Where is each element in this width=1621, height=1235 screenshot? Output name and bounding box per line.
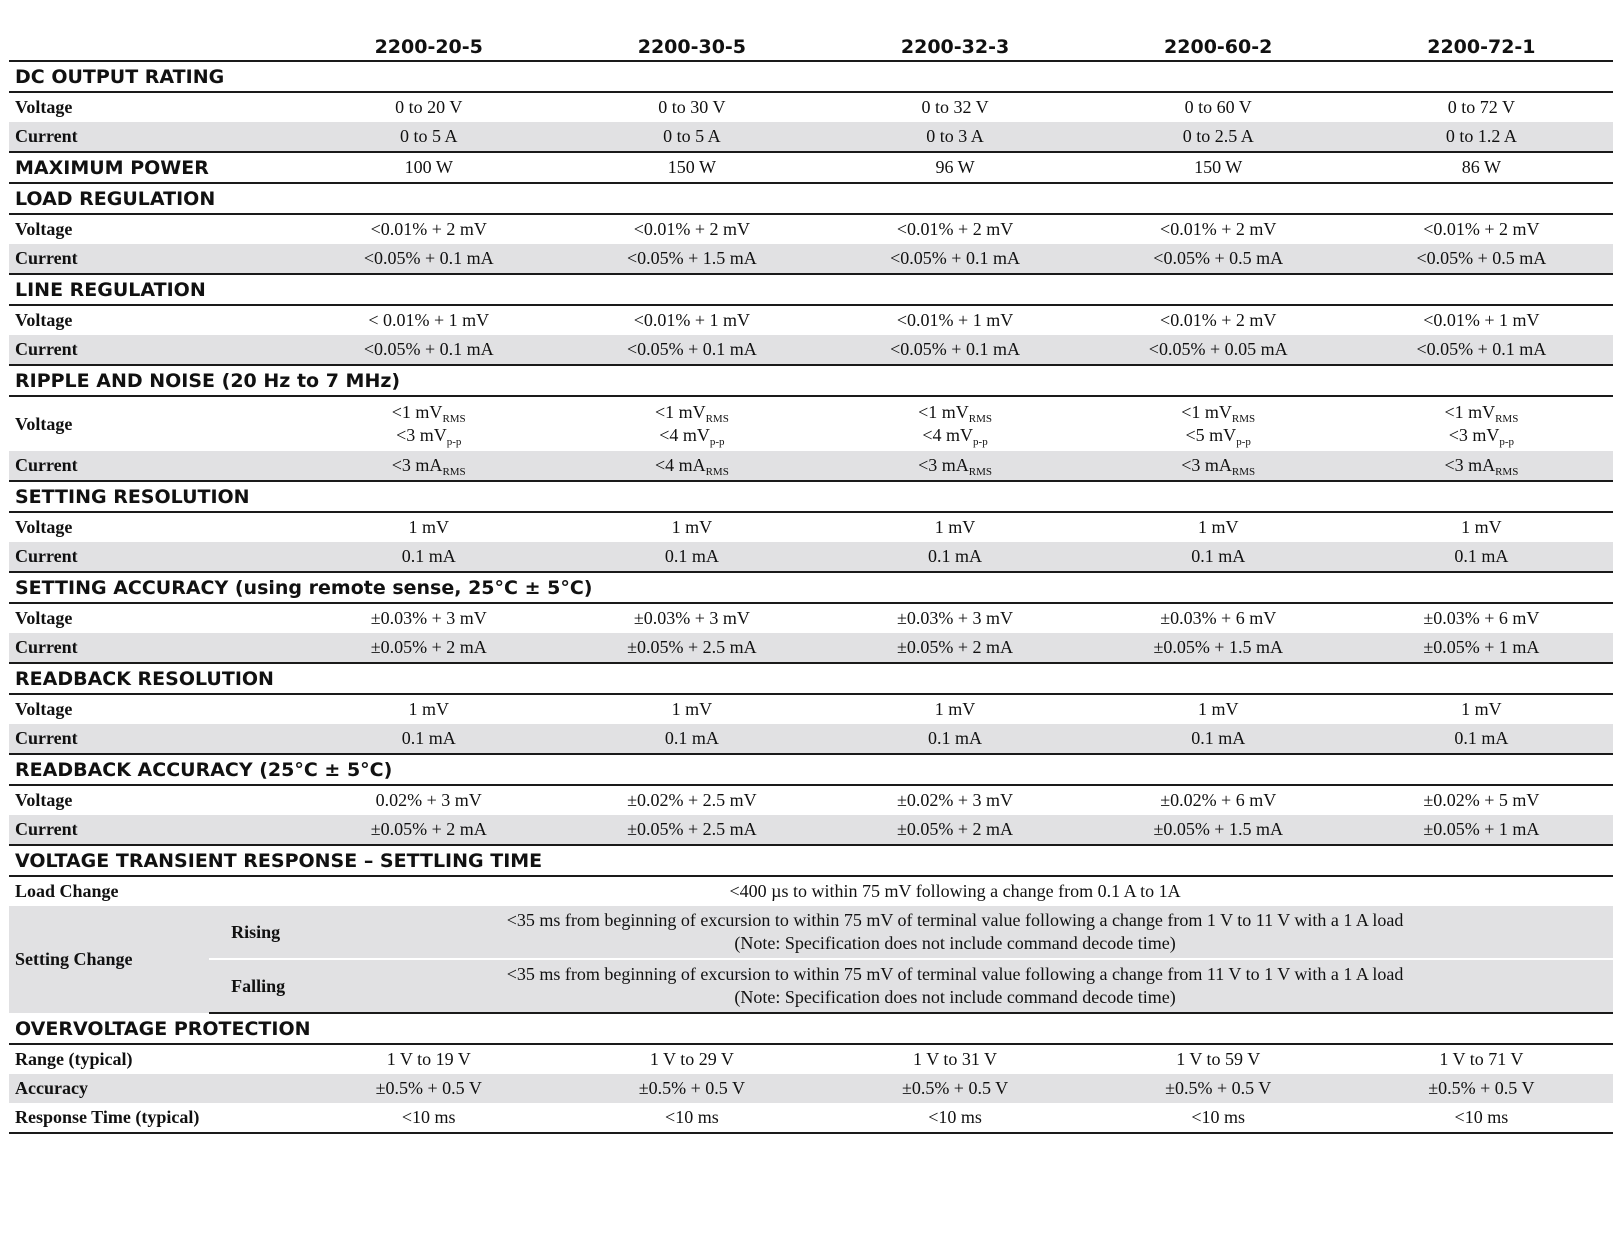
ripple-rms-line [1350,401,1613,424]
spec-value: <10 ms [1350,1103,1613,1133]
ripple-pp-value: <5 mV [1185,425,1237,445]
spec-value: <10 ms [823,1103,1086,1133]
spec-table-body [9,22,1613,1133]
spec-value: 0 to 20 V [395,97,463,117]
ripple-pp-line [1087,424,1350,447]
spec-value: 0.02% + 3 mV [375,790,482,810]
spec-value: <0.05% + 0.1 mA [297,335,560,365]
row-label: Voltage [15,97,73,117]
ripple-pp-value: <3 mV [396,425,447,445]
spec-value: <10 ms [1087,1103,1350,1133]
row-label: Current [9,542,297,572]
spec-value [1350,451,1613,481]
spec-value: <0.01% + 1 mV [896,310,1014,330]
spec-value: <10 ms [560,1103,823,1133]
spec-value: 150 W [560,152,823,183]
spec-value: 0.1 mA [1087,542,1350,572]
section-header [9,754,1613,785]
spec-value: ±0.05% + 2 mA [823,815,1086,845]
spec-row [9,92,1613,122]
spec-value [1087,396,1350,451]
spec-value: ±0.03% + 3 mV [370,608,487,628]
spec-value: < 0.01% + 1 mV [368,310,490,330]
header-corner [9,22,297,61]
spec-row [9,724,1613,754]
ripple-current-value: <3 mA [1444,455,1496,475]
row-label: Accuracy [9,1074,297,1103]
spec-value: <0.01% + 2 mV [1423,219,1540,239]
spec-row [9,122,1613,152]
spec-row [9,335,1613,365]
rms-subscript: RMS [705,466,729,478]
spec-value: <0.05% + 0.05 mA [1087,335,1350,365]
rms-subscript: RMS [705,413,729,425]
row-label: Voltage [15,790,73,810]
spec-value: 1 mV [408,699,449,719]
ripple-rms-value: <1 mV [918,402,969,422]
spec-value: ±0.05% + 1.5 mA [1087,815,1350,845]
model-header: 2200-60-2 [1087,22,1350,61]
section-header [9,1013,1613,1044]
row-label: Current [9,122,297,152]
spec-value: 86 W [1350,152,1613,183]
row-label: Response Time (typical) [9,1103,297,1133]
pp-subscript: p-p [1236,436,1251,448]
row-label: Current [9,724,297,754]
spec-value: ±0.05% + 2.5 mA [560,815,823,845]
ripple-rms-value: <1 mV [1444,402,1496,422]
spec-value: 1 mV [671,517,713,537]
spec-value: ±0.03% + 3 mV [633,608,750,628]
spec-value: 1 V to 19 V [386,1049,471,1069]
falling-label: Falling [209,959,297,1013]
ripple-pp-value: <4 mV [922,425,974,445]
spec-value: <0.01% + 1 mV [1423,310,1540,330]
spec-value: <0.05% + 0.1 mA [297,244,560,274]
ripple-pp-line [560,424,823,447]
spec-value: 1 V to 31 V [913,1049,998,1069]
spec-value: 0 to 60 V [1184,97,1252,117]
spec-value [823,451,1086,481]
spec-row [9,1074,1613,1103]
row-label: Load Change [15,881,119,901]
spec-value: ±0.05% + 2.5 mA [560,633,823,663]
spec-value [1087,451,1350,481]
spec-table [9,22,1613,1134]
spec-value: 0 to 5 A [560,122,823,152]
spec-row [9,1044,1613,1074]
spec-value: 1 V to 59 V [1176,1049,1261,1069]
section-header [9,61,1613,92]
spec-value [297,396,560,451]
setting-change-falling-row [9,959,1613,1013]
row-label: Current [9,244,297,274]
pp-subscript: p-p [709,436,725,448]
ripple-current-value: <4 mA [654,455,706,475]
section-title: DC OUTPUT RATING [9,61,1613,92]
model-header: 2200-30-5 [560,22,823,61]
ripple-rms-line [823,401,1086,424]
spec-row [9,451,1613,481]
ripple-pp-line [297,424,560,447]
spec-value: 1 mV [934,517,976,537]
spec-value: 0.1 mA [1350,724,1613,754]
spec-value: 0.1 mA [1087,724,1350,754]
spec-value: ±0.5% + 0.5 V [1350,1074,1613,1103]
spec-value: <0.05% + 0.5 mA [1350,244,1613,274]
section-title: RIPPLE AND NOISE (20 Hz to 7 MHz) [9,365,1613,396]
spec-value [560,451,823,481]
spec-value: 1 mV [1197,517,1239,537]
spec-value: 1 V to 29 V [649,1049,734,1069]
spec-row [9,512,1613,542]
ripple-rms-line [1087,401,1350,424]
spec-value: ±0.02% + 5 mV [1423,790,1540,810]
spec-value: ±0.05% + 2 mA [297,815,560,845]
spec-value: ±0.05% + 2 mA [823,633,1086,663]
ripple-rms-value: <1 mV [1181,402,1232,422]
section-header [9,663,1613,694]
row-label: Current [9,451,297,481]
section-header [9,845,1613,876]
row-label: Current [9,335,297,365]
section-header [9,481,1613,512]
spec-value: <0.05% + 1.5 mA [560,244,823,274]
spec-value: ±0.05% + 2 mA [297,633,560,663]
spec-value: 0 to 1.2 A [1350,122,1613,152]
row-label: Voltage [15,310,73,330]
section-title: MAXIMUM POWER [9,152,297,183]
model-header: 2200-32-3 [823,22,1086,61]
spec-value: ±0.02% + 2.5 mV [627,790,757,810]
row-label: Voltage [15,413,73,434]
spec-value: <0.01% + 2 mV [896,219,1014,239]
spec-value: 0.1 mA [560,724,823,754]
section-title: VOLTAGE TRANSIENT RESPONSE – SETTLING TIME [9,845,1613,876]
spec-value: ±0.5% + 0.5 V [297,1074,560,1103]
spec-value: 0.1 mA [1350,542,1613,572]
row-label: Voltage [15,219,73,239]
spec-value [297,451,560,481]
spec-value [1350,396,1613,451]
spec-value: <0.01% + 2 mV [370,219,487,239]
spec-value: 1 mV [1461,699,1502,719]
spec-value: 150 W [1087,152,1350,183]
spec-value: 0.1 mA [823,724,1086,754]
spec-value: ±0.05% + 1 mA [1350,815,1613,845]
spec-value: ±0.05% + 1 mA [1350,633,1613,663]
rising-note: (Note: Specification does not include command decode time) [734,933,1176,953]
rms-subscript: RMS [442,413,466,425]
spec-value: 0 to 2.5 A [1087,122,1350,152]
section-title: LOAD REGULATION [9,183,1613,214]
spec-row [9,1103,1613,1133]
ripple-pp-line [823,424,1086,447]
falling-note: (Note: Specification does not include command decode time) [734,987,1176,1007]
rising-value [297,906,1613,959]
rms-subscript: RMS [968,466,992,478]
spec-value: 0.1 mA [560,542,823,572]
ripple-current-value: <3 mA [391,455,443,475]
section-title: SETTING RESOLUTION [9,481,1613,512]
spec-value: <10 ms [297,1103,560,1133]
spec-value: 1 mV [934,699,976,719]
section-title: SETTING ACCURACY (using remote sense, 25°C ± 5°C) [9,572,1613,603]
spec-value: 1 mV [1461,517,1502,537]
spec-row [9,214,1613,244]
ripple-pp-line [1350,424,1613,447]
spec-value: <0.01% + 2 mV [1160,219,1277,239]
spec-value: <0.05% + 0.1 mA [560,335,823,365]
section-header [9,274,1613,305]
row-label: Voltage [15,517,73,537]
spec-value: 0.1 mA [823,542,1086,572]
row-label: Range (typical) [15,1049,133,1069]
row-label: Setting Change [9,906,209,1013]
section-title: LINE REGULATION [9,274,1613,305]
ripple-pp-value: <3 mV [1448,425,1500,445]
spec-value: 1 V to 71 V [1439,1049,1524,1069]
falling-text: <35 ms from beginning of excursion to within 75 mV of terminal value following a change from 11 V to 1 V with a 1 A load [506,964,1404,984]
spec-row [9,542,1613,572]
rms-subscript: RMS [1495,466,1519,478]
ripple-current-value: <3 mA [918,455,969,475]
rms-subscript: RMS [1231,466,1256,478]
spec-value: 0 to 32 V [921,97,989,117]
spec-row [9,633,1613,663]
max-power-row [9,152,1613,183]
ripple-rms-line [560,401,823,424]
spec-value: ±0.02% + 3 mV [897,790,1014,810]
spec-value: ±0.02% + 6 mV [1160,790,1277,810]
load-change-row [9,876,1613,906]
rms-subscript: RMS [1231,413,1256,425]
spec-row [9,785,1613,815]
spec-row [9,815,1613,845]
spec-value: ±0.5% + 0.5 V [823,1074,1086,1103]
spec-value: 96 W [823,152,1086,183]
model-header: 2200-20-5 [297,22,560,61]
row-label: Current [9,633,297,663]
spec-value: 0 to 30 V [658,97,726,117]
spec-value: <0.01% + 1 mV [633,310,751,330]
spec-value: <0.05% + 0.5 mA [1087,244,1350,274]
spec-row [9,694,1613,724]
row-label: Current [9,815,297,845]
spec-value: ±0.5% + 0.5 V [1087,1074,1350,1103]
spec-value: <0.05% + 0.1 mA [823,244,1086,274]
spec-value: 100 W [297,152,560,183]
spec-value [560,396,823,451]
section-header [9,183,1613,214]
spec-value: <0.05% + 0.1 mA [1350,335,1613,365]
spec-value: ±0.05% + 1.5 mA [1087,633,1350,663]
pp-subscript: p-p [973,436,988,448]
spec-value: 1 mV [408,517,449,537]
rms-subscript: RMS [1495,413,1519,425]
spec-value: 0.1 mA [297,724,560,754]
spec-value: ±0.5% + 0.5 V [560,1074,823,1103]
section-header [9,365,1613,396]
spec-value: 1 mV [671,699,713,719]
pp-subscript: p-p [446,436,462,448]
spec-value: 1 mV [1197,699,1239,719]
section-header [9,572,1613,603]
spec-row [9,603,1613,633]
ripple-rms-line [297,401,560,424]
spec-value: ±0.03% + 3 mV [897,608,1014,628]
spec-value: <0.01% + 2 mV [633,219,751,239]
spec-value: <0.05% + 0.1 mA [823,335,1086,365]
spec-row [9,244,1613,274]
load-change-value: <400 µs to within 75 mV following a change from 0.1 A to 1A [729,881,1181,901]
row-label: Voltage [15,699,73,719]
rising-text: <35 ms from beginning of excursion to within 75 mV of terminal value following a change from 1 V to 11 V with a 1 A load [506,910,1404,930]
spec-value: 0 to 5 A [297,122,560,152]
ripple-pp-value: <4 mV [659,425,710,445]
rising-label: Rising [209,906,297,959]
spec-value: 0.1 mA [297,542,560,572]
ripple-rms-value: <1 mV [391,402,443,422]
section-title: READBACK RESOLUTION [9,663,1613,694]
rms-subscript: RMS [442,466,466,478]
spec-value: 0 to 72 V [1447,97,1515,117]
falling-value [297,959,1613,1013]
rms-subscript: RMS [968,413,992,425]
spec-row [9,396,1613,451]
pp-subscript: p-p [1499,436,1515,448]
model-header: 2200-72-1 [1350,22,1613,61]
model-header-row [9,22,1613,61]
section-title: READBACK ACCURACY (25°C ± 5°C) [9,754,1613,785]
spec-value: ±0.03% + 6 mV [1423,608,1540,628]
ripple-rms-value: <1 mV [654,402,706,422]
setting-change-rising-row [9,906,1613,959]
spec-value [823,396,1086,451]
row-label: Voltage [15,608,73,628]
ripple-current-value: <3 mA [1181,455,1232,475]
spec-row [9,305,1613,335]
section-title: OVERVOLTAGE PROTECTION [9,1013,1613,1044]
spec-value: ±0.03% + 6 mV [1160,608,1277,628]
spec-value: <0.01% + 2 mV [1160,310,1277,330]
spec-value: 0 to 3 A [823,122,1086,152]
